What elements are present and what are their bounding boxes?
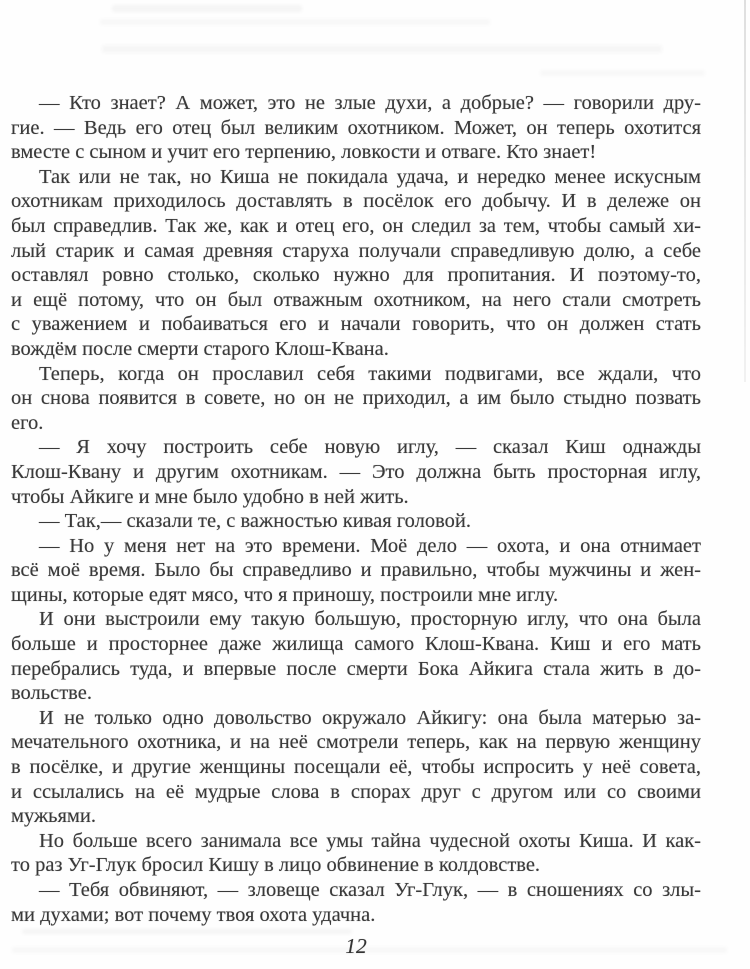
- text-line: с уважением и побаиваться его и начали говорить, что он должен стать: [11, 313, 701, 336]
- text-line: И они выстроили ему такую большую, просторную иглу, что она была: [39, 608, 701, 631]
- text-line: — Я хочу построить себе новую иглу, — сказал Киш однажды: [39, 436, 701, 459]
- text-line: — Кто знает? А может, это не злые духи, а добрые? — говорили дру-: [39, 92, 701, 114]
- scan-artifact: [540, 70, 705, 76]
- paragraph: [11, 435, 701, 509]
- text-line: чтобы Айкиге и мне было удобно в ней жить.: [11, 485, 409, 508]
- text-line: — Но у меня нет на это времени. Моё дело — охота, и она отнимает: [39, 534, 701, 557]
- text-line: он снова появится в совете, но он не приходил, а им было стыдно позвать: [11, 387, 701, 410]
- paragraph: [11, 91, 701, 165]
- paragraph: [11, 534, 701, 608]
- text-line: — Так,— сказали те, с важностью кивая головой.: [39, 510, 472, 533]
- text-line: щины, которые едят мясо, что я приношу, построили мне иглу.: [11, 583, 559, 606]
- text-line: больше и просторнее даже жилища самого Клош-Квана. Киш и его мать: [11, 633, 701, 656]
- text-line: мечательного охотника, и на неё смотрели теперь, как на первую женщину: [11, 731, 701, 754]
- text-line: и ссылались на её мудрые слова в спорах друг с другом или со своими: [11, 780, 701, 803]
- text-line: в посёлке, и другие женщины посещали её, чтобы испросить у неё совета,: [11, 756, 701, 779]
- text-line: вольстве.: [11, 682, 92, 705]
- text-line: гие. — Ведь его отец был великим охотником. Может, он теперь охотится: [11, 116, 701, 139]
- paragraph: [11, 706, 701, 829]
- text-line: — Тебя обвиняют, — зловеще сказал Уг-Глук, — в сношениях со злы-: [39, 879, 701, 901]
- scan-artifact: [102, 45, 662, 53]
- paragraph: [11, 362, 701, 436]
- text-line: вместе с сыном и учит его терпению, ловкости и отваге. Кто знает!: [11, 141, 597, 164]
- text-line: лый старик и самая древняя старуха получали справедливую долю, а себе: [11, 239, 701, 262]
- page-number: 12: [345, 934, 367, 958]
- paragraph: [11, 829, 701, 878]
- scan-artifact: [112, 5, 302, 12]
- text-line: его.: [11, 411, 44, 434]
- text-line: Теперь, когда он прославил себя такими подвигами, все ждали, что: [39, 362, 701, 385]
- text-line: И не только одно довольство окружало Айкигу: она была матерью за-: [39, 706, 701, 729]
- page-edge-line: [744, 0, 746, 382]
- text-line: был справедлив. Так же, как и отец его, он следил за тем, чтобы самый хи-: [11, 214, 701, 237]
- text-line: ми духами; вот почему твоя охота удачна.: [11, 903, 376, 926]
- text-line: то раз Уг-Глук бросил Кишу в лицо обвинение в колдовстве.: [11, 854, 541, 877]
- paragraph: [11, 165, 701, 362]
- text-line: Клош-Квану и другим охотникам. — Это должна быть просторная иглу,: [11, 460, 701, 483]
- text-line: Так или не так, но Киша не покидала удача, и нередко менее искусным: [39, 165, 701, 188]
- text-block: [11, 91, 701, 927]
- text-line: и ещё потому, что он был отважным охотником, на него стали смотреть: [11, 288, 701, 311]
- paragraph: [11, 607, 701, 705]
- text-line: перебрались туда, и впервые после смерти Бока Айкига стала жить в до-: [11, 657, 701, 680]
- text-line: мужьями.: [11, 805, 96, 828]
- scan-artifact: [100, 19, 490, 25]
- text-line: оставлял ровно столько, сколько нужно для пропитания. И поэтому-то,: [11, 264, 701, 287]
- text-line: охотникам приходилось доставлять в посёлок его добычу. И в дележе он: [11, 190, 701, 213]
- paragraph: [11, 509, 701, 534]
- text-line: вождём после смерти старого Клош-Квана.: [11, 337, 389, 360]
- text-line: Но больше всего занимала все умы тайна чудесной охоты Киша. И как-: [39, 829, 701, 852]
- paragraph: [11, 878, 701, 927]
- text-line: всё моё время. Было бы справедливо и правильно, чтобы мужчины и жен-: [11, 559, 701, 582]
